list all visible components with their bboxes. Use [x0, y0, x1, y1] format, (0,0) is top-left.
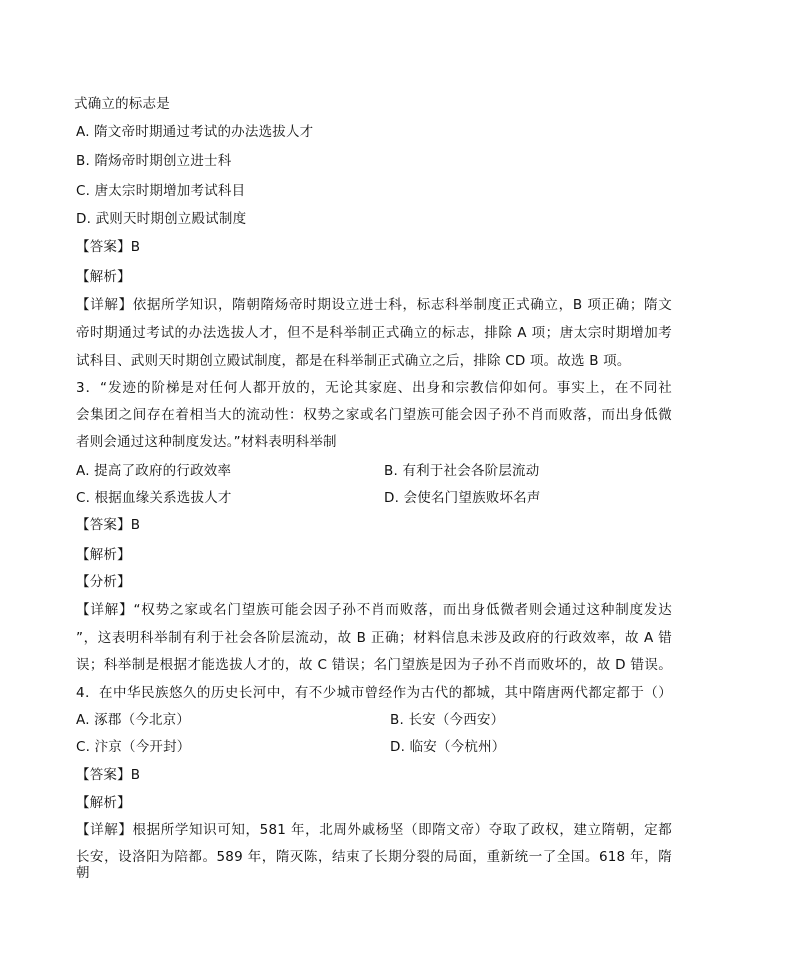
question-3-stem-line-3: 者则会通过这种制度发达。”材料表明科举制	[76, 434, 337, 450]
option-3d: D. 会使名门望族败坏名声	[384, 490, 541, 506]
option-4c: C. 汴京（今开封）	[76, 739, 191, 755]
analysis-3-subheading: 【分析】	[76, 574, 131, 590]
explanation-4-line-1: 【详解】根据所学知识可知，581 年，北周外戚杨坚（即隋文帝）夺取了政权，建立隋朝，定都	[76, 822, 672, 838]
option-4d: D. 临安（今杭州）	[390, 739, 506, 755]
explanation-2-line-2: 帝时期通过考试的办法选拔人才，但不是科举制正式确立的标志，排除 A 项；唐太宗时期增加考	[76, 325, 672, 341]
explanation-4-line-2: 长安，设洛阳为陪都。589 年，隋灭陈，结束了长期分裂的局面，重新统一了全国。618 年，隋朝	[76, 849, 672, 881]
explanation-2-line-1: 【详解】依据所学知识，隋朝隋炀帝时期设立进士科，标志科举制度正式确立，B 项正确；隋文	[76, 297, 672, 313]
option-2c: C. 唐太宗时期增加考试科目	[76, 183, 246, 199]
question-4-stem: 4．在中华民族悠久的历史长河中，有不少城市曾经作为古代的都城，其中隋唐两代都定都于（）	[76, 685, 672, 701]
explanation-3-line-2: ”，这表明科举制有利于社会各阶层流动，故 B 正确；材料信息未涉及政府的行政效率，故 A 错	[76, 630, 672, 646]
option-3c: C. 根据血缘关系选拔人才	[76, 490, 232, 506]
option-4b: B. 长安（今西安）	[390, 712, 505, 728]
option-4a: A. 涿郡（今北京）	[76, 712, 191, 728]
option-2a: A. 隋文帝时期通过考试的办法选拔人才	[76, 124, 314, 140]
answer-4: 【答案】B	[76, 767, 141, 783]
question-2-stem-tail: 式确立的标志是	[74, 96, 170, 112]
analysis-3-heading: 【解析】	[76, 547, 131, 563]
analysis-4-heading: 【解析】	[76, 795, 131, 811]
answer-2: 【答案】B	[76, 239, 141, 255]
analysis-2-heading: 【解析】	[76, 269, 131, 285]
option-3b: B. 有利于社会各阶层流动	[384, 463, 540, 479]
option-3a: A. 提高了政府的行政效率	[76, 463, 232, 479]
question-3-stem-line-1: 3．“发迹的阶梯是对任何人都开放的，无论其家庭、出身和宗教信仰如何。事实上，在不同社	[76, 380, 672, 396]
option-2d: D. 武则天时期创立殿试制度	[76, 211, 247, 227]
question-3-stem-line-2: 会集团之间存在着相当大的流动性：权势之家或名门望族可能会因子孙不肖而败落，而出身低微	[76, 407, 672, 423]
explanation-2-line-3: 试科目、武则天时期创立殿试制度，都是在科举制正式确立之后，排除 CD 项。故选 B 项。	[76, 353, 631, 369]
explanation-3-line-3: 误；科举制是根据才能选拔人才的，故 C 错误；名门望族是因为子孙不肖而败坏的，故 D 错误。	[76, 657, 672, 673]
option-2b: B. 隋炀帝时期创立进士科	[76, 153, 232, 169]
explanation-3-line-1: 【详解】“权势之家或名门望族可能会因子孙不肖而败落，而出身低微者则会通过这种制度发达	[76, 602, 672, 618]
answer-3: 【答案】B	[76, 517, 141, 533]
